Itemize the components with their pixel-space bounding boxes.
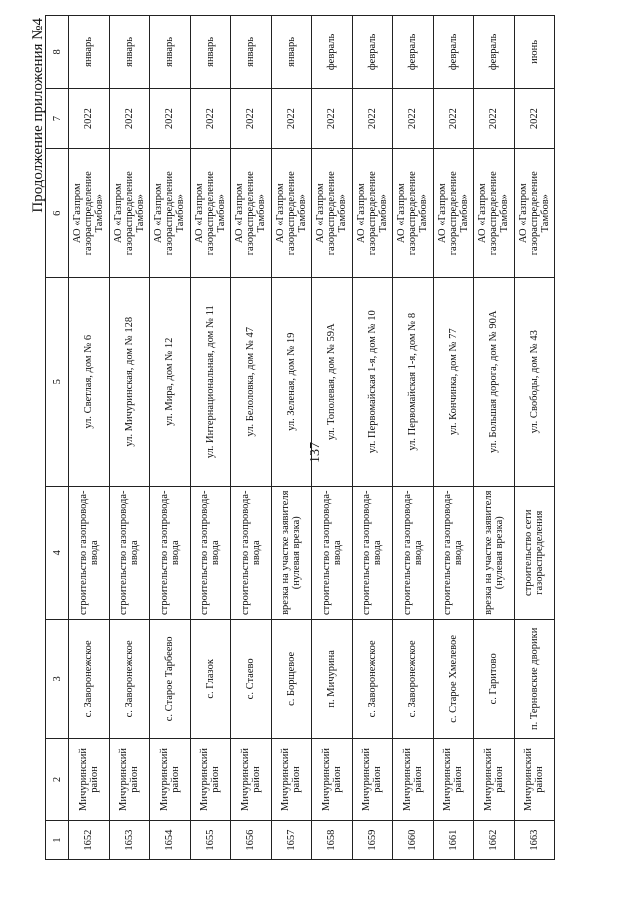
column-header: 8 [46,16,69,89]
cell-address: ул. Белоловка, дом № 47 [231,277,272,486]
cell-address: ул. Зеленая, дом № 19 [271,277,312,486]
cell-row-number: 1655 [190,821,231,860]
cell-work-type: строительство газопровода-ввода [231,486,272,619]
column-header: 7 [46,88,69,149]
cell-district: Мичуринский район [271,738,312,820]
table-row [514,16,555,860]
cell-district: Мичуринский район [312,738,353,820]
cell-year: 2022 [352,88,393,149]
cell-district: Мичуринский район [150,738,191,820]
cell-year: 2022 [433,88,474,149]
cell-address: ул. Первомайская 1-я, дом № 10 [352,277,393,486]
cell-work-type: строительство газопровода-ввода [312,486,353,619]
cell-district: Мичуринский район [69,738,110,820]
cell-year: 2022 [312,88,353,149]
cell-district: Мичуринский район [514,738,555,820]
cell-settlement: п. Терновские дворики [514,619,555,738]
column-header: 3 [46,619,69,738]
cell-work-type: строительство газопровода-ввода [433,486,474,619]
cell-organization: АО «Газпром газораспределение Тамбов» [312,149,353,278]
column-header: 1 [46,821,69,860]
cell-row-number: 1654 [150,821,191,860]
cell-month: январь [69,16,110,89]
table-row [312,16,353,860]
cell-organization: АО «Газпром газораспределение Тамбов» [231,149,272,278]
column-header: 5 [46,277,69,486]
cell-work-type: строительство газопровода-ввода [393,486,434,619]
cell-address: ул. Свободы, дом № 43 [514,277,555,486]
cell-row-number: 1659 [352,821,393,860]
cell-address: ул. Мичуринская, дом № 128 [109,277,150,486]
table-row [433,16,474,860]
cell-address: ул. Мира, дом № 12 [150,277,191,486]
cell-organization: АО «Газпром газораспределение Тамбов» [69,149,110,278]
cell-work-type: строительство газопровода-ввода [150,486,191,619]
cell-year: 2022 [393,88,434,149]
cell-settlement: с. Заворонежское [69,619,110,738]
cell-row-number: 1662 [474,821,515,860]
cell-district: Мичуринский район [109,738,150,820]
table-row [352,16,393,860]
cell-month: январь [231,16,272,89]
cell-month: февраль [352,16,393,89]
cell-month: февраль [393,16,434,89]
cell-district: Мичуринский район [352,738,393,820]
cell-organization: АО «Газпром газораспределение Тамбов» [271,149,312,278]
cell-address: ул. Светлая, дом № 6 [69,277,110,486]
cell-settlement: п. Мичурина [312,619,353,738]
cell-work-type: строительство сети газораспределения [514,486,555,619]
cell-settlement: с. Старое Хмелевое [433,619,474,738]
cell-row-number: 1660 [393,821,434,860]
cell-district: Мичуринский район [393,738,434,820]
cell-month: февраль [312,16,353,89]
cell-year: 2022 [109,88,150,149]
cell-year: 2022 [514,88,555,149]
column-header: 4 [46,486,69,619]
cell-settlement: с. Старое Тарбеево [150,619,191,738]
data-table [45,15,555,860]
cell-month: февраль [474,16,515,89]
table-body [69,16,555,860]
cell-work-type: врезка на участке заявителя (нулевая врезка) [474,486,515,619]
cell-work-type: врезка на участке заявителя (нулевая врезка) [271,486,312,619]
column-header: 2 [46,738,69,820]
cell-work-type: строительство газопровода-ввода [109,486,150,619]
cell-row-number: 1656 [231,821,272,860]
cell-month: июнь [514,16,555,89]
cell-settlement: с. Заворонежское [109,619,150,738]
cell-organization: АО «Газпром газораспределение Тамбов» [352,149,393,278]
cell-address: ул. Интернациональная, дом № 11 [190,277,231,486]
cell-organization: АО «Газпром газораспределение Тамбов» [474,149,515,278]
cell-row-number: 1657 [271,821,312,860]
cell-organization: АО «Газпром газораспределение Тамбов» [514,149,555,278]
cell-year: 2022 [69,88,110,149]
cell-settlement: с. Глазок [190,619,231,738]
cell-month: январь [109,16,150,89]
cell-district: Мичуринский район [190,738,231,820]
cell-settlement: с. Стаево [231,619,272,738]
table-row [69,16,110,860]
cell-organization: АО «Газпром газораспределение Тамбов» [393,149,434,278]
cell-year: 2022 [231,88,272,149]
cell-work-type: строительство газопровода-ввода [352,486,393,619]
cell-year: 2022 [190,88,231,149]
table-row [190,16,231,860]
table-row [474,16,515,860]
cell-settlement: с. Борщевое [271,619,312,738]
table-row [150,16,191,860]
cell-row-number: 1661 [433,821,474,860]
cell-district: Мичуринский район [474,738,515,820]
cell-work-type: строительство газопровода-ввода [69,486,110,619]
cell-row-number: 1652 [69,821,110,860]
table-row [393,16,434,860]
column-header: 6 [46,149,69,278]
cell-settlement: с. Заворонежское [393,619,434,738]
cell-district: Мичуринский район [231,738,272,820]
cell-year: 2022 [150,88,191,149]
appendix-label: Продолжение приложения №4 [30,18,46,213]
table-row [271,16,312,860]
cell-month: январь [271,16,312,89]
cell-row-number: 1658 [312,821,353,860]
cell-organization: АО «Газпром газораспределение Тамбов» [433,149,474,278]
cell-organization: АО «Газпром газораспределение Тамбов» [109,149,150,278]
cell-row-number: 1663 [514,821,555,860]
cell-month: январь [150,16,191,89]
cell-address: ул. Кончинка, дом № 77 [433,277,474,486]
cell-address: ул. Тополевая, дом № 59А [312,277,353,486]
cell-district: Мичуринский район [433,738,474,820]
cell-organization: АО «Газпром газораспределение Тамбов» [150,149,191,278]
cell-organization: АО «Газпром газораспределение Тамбов» [190,149,231,278]
header-row [46,16,69,860]
table-row [231,16,272,860]
page-number: 137 [308,442,323,463]
cell-year: 2022 [271,88,312,149]
cell-work-type: строительство газопровода-ввода [190,486,231,619]
cell-settlement: с. Гаритово [474,619,515,738]
cell-month: январь [190,16,231,89]
cell-settlement: с. Заворонежское [352,619,393,738]
cell-month: февраль [433,16,474,89]
cell-year: 2022 [474,88,515,149]
table-row [109,16,150,860]
cell-address: ул. Большая дорога, дом № 90А [474,277,515,486]
cell-address: ул. Первомайская 1-я, дом № 8 [393,277,434,486]
cell-row-number: 1653 [109,821,150,860]
